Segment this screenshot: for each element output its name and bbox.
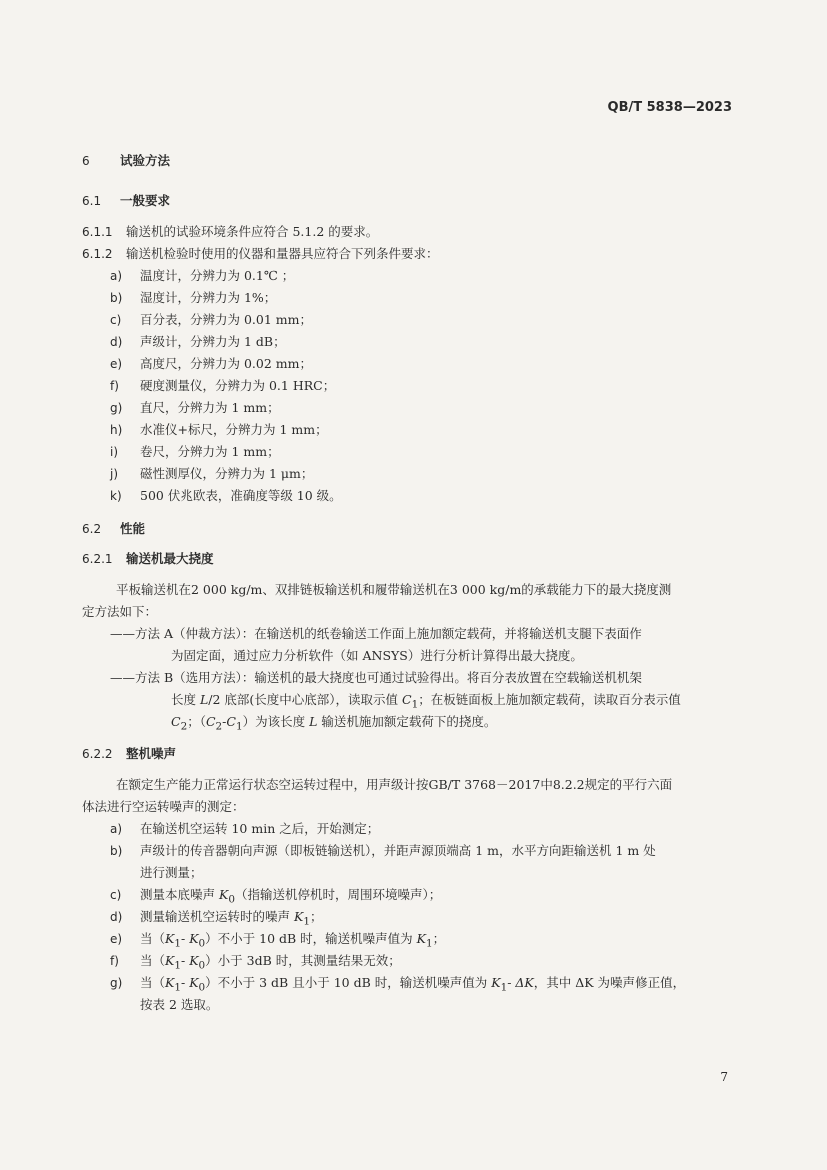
list-item [110, 399, 770, 417]
method-a-line: 为固定面，通过应力分析软件（如 ANSYS）进行分析计算得出最大挠度。 [171, 648, 583, 663]
text-run: 输送机施加额定载荷下的挠度。 [317, 714, 497, 729]
list-item-continuation: 进行测量； [140, 865, 203, 880]
section-title: 性能 [120, 521, 146, 536]
list-item [110, 908, 770, 931]
text-run: - [222, 714, 227, 729]
list-label: f) [110, 379, 119, 393]
list-item [110, 930, 770, 953]
text-run: /2 底部(长度中心底部），读取示值 [208, 692, 403, 707]
list-text: 直尺，分辨力为 1 mm； [140, 400, 280, 415]
list-text: 温度计，分辨力为 0.1℃ ； [140, 268, 295, 283]
list-item [110, 333, 770, 351]
list-label: h) [110, 423, 123, 437]
list-label: g) [110, 976, 123, 990]
subscript: 0 [228, 893, 235, 906]
list-text: 硬度测量仪，分辨力为 0.1 HRC； [140, 378, 336, 393]
list-text: 卷尺，分辨力为 1 mm； [140, 444, 280, 459]
subscript: 1 [411, 698, 419, 711]
text-run: ）不小于 3 dB 且小于 10 dB 时，输送机噪声值为 [205, 975, 492, 990]
variable: K [293, 909, 304, 924]
list-item [110, 289, 770, 307]
text-run: ； [432, 931, 446, 946]
variable: C [171, 714, 181, 729]
section-number: 6.2 [82, 522, 102, 536]
subscript: 1 [426, 937, 433, 950]
page-number: 7 [720, 1070, 728, 1084]
variable: C [226, 714, 236, 729]
list-label: f) [110, 954, 119, 968]
standard-number: QB/T 5838—2023 [607, 100, 732, 115]
list-item [110, 952, 770, 975]
list-label: k) [110, 489, 122, 503]
clause-number: 6.2.1 [82, 552, 113, 566]
text-run: ，其中 ΔK 为噪声修正值， [533, 975, 686, 990]
subscript: 1 [303, 915, 310, 928]
text-run: ； [309, 909, 323, 924]
list-item [110, 267, 770, 285]
method-b-line [171, 713, 827, 736]
list-text: 百分表，分辨力为 0.01 mm； [140, 312, 312, 327]
text-run: 测量本底噪声 [140, 887, 219, 902]
section-6-heading [82, 152, 742, 170]
text-run: ）为该长度 [242, 714, 310, 729]
variable: C [402, 692, 412, 707]
text-run: - [180, 953, 190, 968]
variable: K [165, 931, 175, 946]
list-item [110, 311, 770, 329]
method-b-line: ——方法 B（选用方法）：输送机的最大挠度也可通过试验得出。将百分表放置在空载输送机机架 [110, 670, 642, 685]
subscript: 0 [198, 981, 206, 994]
section-title: 试验方法 [120, 153, 171, 168]
list-text: 声级计，分辨力为 1 dB； [140, 334, 286, 349]
list-label: j) [110, 467, 119, 481]
list-label: d) [110, 910, 123, 924]
subscript: 0 [198, 937, 206, 950]
subscript: 1 [174, 959, 181, 972]
clause-number: 6.1.2 [82, 247, 113, 261]
text-run: 当（ [140, 931, 166, 946]
list-item [110, 820, 770, 838]
paragraph-line: 在额定生产能力正常运行状态空运转过程中，用声级计按GB/T 3768－2017中8.2.2规定的平行六面 [116, 777, 673, 792]
list-label: b) [110, 844, 123, 858]
variable: K [416, 931, 426, 946]
clause-number: 6.1.1 [82, 225, 113, 239]
subscript: 1 [174, 981, 181, 994]
list-label: a) [110, 822, 123, 836]
list-label: e) [110, 357, 123, 371]
clause-text: 输送机的试验环境条件应符合 5.1.2 的要求。 [126, 224, 379, 239]
text-run: 长度 [171, 692, 200, 707]
variable: K [491, 975, 501, 990]
text-run: ；在板链面板上施加额定载荷，读取百分表示值 [418, 692, 681, 707]
subscript: 0 [198, 959, 206, 972]
clause-6-1-1 [82, 223, 742, 241]
list-item [110, 842, 770, 860]
list-item [110, 377, 770, 395]
method-a-line: ——方法 A（仲裁方法）：在输送机的纸卷输送工作面上施加额定载荷，并将输送机支腿下表面作 [110, 626, 642, 641]
section-6-1-heading [82, 192, 742, 210]
variable: K [189, 931, 199, 946]
paragraph-line: 体法进行空运转噪声的测定： [82, 799, 245, 814]
list-item [110, 355, 770, 373]
text-run: - [180, 975, 190, 990]
list-text: 水准仪+标尺，分辨力为 1 mm； [140, 422, 328, 437]
list-label: d) [110, 335, 123, 349]
list-text: 声级计的传音器朝向声源（即板链输送机），并距声源顶端高 1 m，水平方向距输送机 1 m 处 [140, 843, 656, 858]
list-label: b) [110, 291, 123, 305]
clause-text: 输送机检验时使用的仪器和量器具应符合下列条件要求： [126, 246, 439, 261]
clause-6-2-2-heading [82, 745, 742, 763]
variable: K [189, 975, 199, 990]
section-6-2-heading [82, 520, 742, 538]
list-label: g) [110, 401, 123, 415]
text-run: ）小于 3dB 时，其测量结果无效； [205, 953, 401, 968]
subscript: 2 [215, 720, 223, 733]
variable: K [189, 953, 199, 968]
clause-6-2-1-heading [82, 550, 742, 568]
subscript: 1 [235, 720, 243, 733]
list-text: 高度尺，分辨力为 0.02 mm； [140, 356, 312, 371]
variable: K [218, 887, 229, 902]
subscript: 2 [180, 720, 188, 733]
variable: K [165, 953, 175, 968]
variable: L [199, 692, 209, 707]
list-label: e) [110, 932, 123, 946]
paragraph-line: 平板输送机在2 000 kg/m、双排链板输送机和履带输送机在3 000 kg/m的承载能力下的最大挠度测 [116, 582, 672, 597]
subscript: 1 [500, 981, 508, 994]
subscript: 1 [174, 937, 181, 950]
list-item [110, 421, 770, 439]
method-b-line [171, 691, 827, 714]
list-label: c) [110, 888, 122, 902]
clause-title: 整机噪声 [126, 746, 177, 761]
list-label: a) [110, 269, 123, 283]
list-item [110, 487, 770, 505]
paragraph-line: 定方法如下： [82, 604, 158, 619]
text-run: 测量输送机空运转时的噪声 [140, 909, 294, 924]
list-text: 磁性测厚仪，分辨力为 1 μm； [140, 466, 314, 481]
section-number: 6.1 [82, 194, 102, 208]
text-run: ）不小于 10 dB 时，输送机噪声值为 [205, 931, 417, 946]
list-label: c) [110, 313, 122, 327]
list-text: 500 伏兆欧表，准确度等级 10 级。 [140, 488, 342, 503]
section-number: 6 [82, 154, 90, 168]
list-item-continuation: 按表 2 选取。 [140, 997, 219, 1012]
list-item [110, 974, 770, 997]
variable: - ΔK [507, 975, 534, 990]
text-run: - [180, 931, 190, 946]
list-item [110, 886, 770, 909]
text-run: （指输送机停机时，周围环境噪声）； [234, 887, 442, 902]
clause-number: 6.2.2 [82, 747, 113, 761]
list-item [110, 443, 770, 461]
clause-title: 输送机最大挠度 [126, 551, 214, 566]
list-text: 湿度计，分辨力为 1%； [140, 290, 277, 305]
text-run: ；（ [187, 714, 206, 729]
list-text: 在输送机空运转 10 min 之后，开始测定； [140, 821, 380, 836]
section-title: 一般要求 [120, 193, 171, 208]
clause-6-1-2 [82, 245, 742, 263]
list-item [110, 465, 770, 483]
variable: L [309, 714, 318, 729]
variable: C [205, 714, 216, 729]
text-run: 当（ [140, 975, 166, 990]
list-label: i) [110, 445, 119, 459]
text-run: 当（ [140, 953, 166, 968]
variable: K [165, 975, 175, 990]
